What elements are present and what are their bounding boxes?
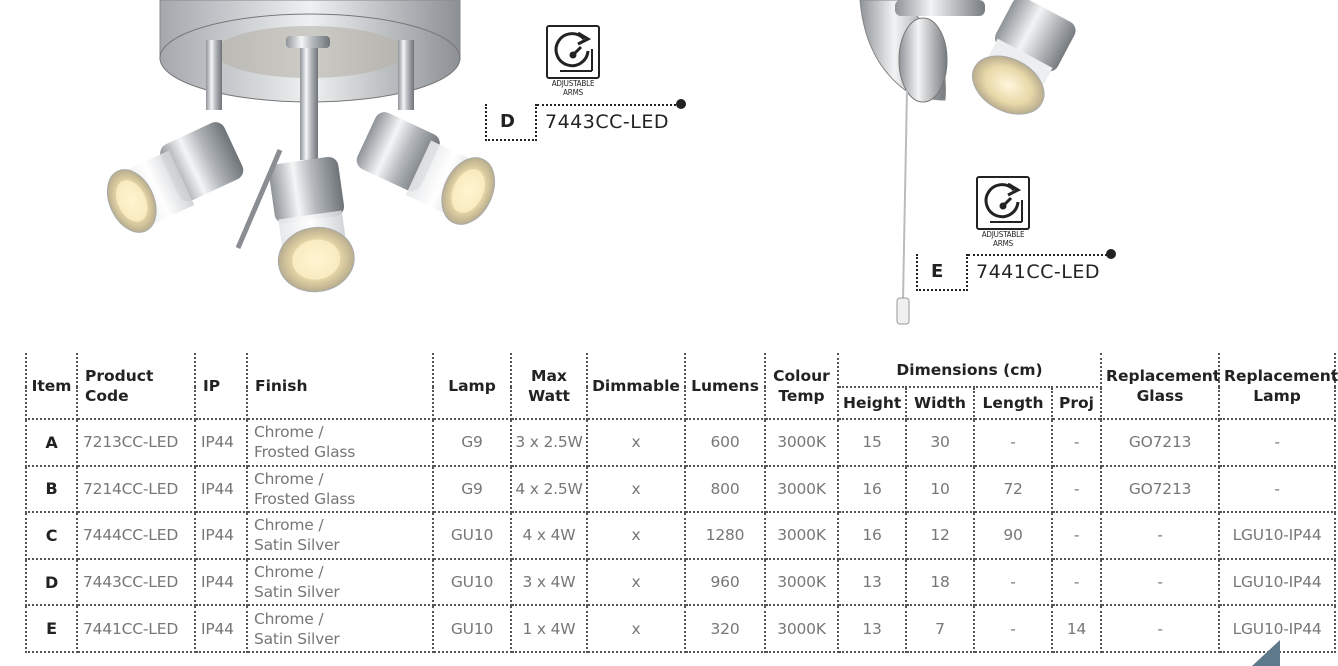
cell-lamp: GU10 [433,605,511,652]
cell-height: 13 [838,559,906,606]
badge-adjustable-arms-e [972,176,1034,248]
cell-finish: Chrome / Satin Silver [247,512,433,559]
cell-height: 13 [838,605,906,652]
callout-dot [676,99,686,109]
cell-lamp: G9 [433,419,511,466]
cell-dimmable: x [587,419,685,466]
corner-page-tab [1252,640,1280,666]
spec-table [25,353,1336,653]
callout-product-code: 7443CC-LED [545,111,669,133]
cell-colour-temp: 3000K [765,419,838,466]
cell-item: B [26,466,77,513]
cell-replacement-lamp: LGU10-IP44 [1219,512,1335,559]
table-row [26,559,1335,606]
cell-item: A [26,419,77,466]
table-row [26,512,1335,559]
cell-replacement-glass: - [1101,559,1219,606]
cell-replacement-glass: - [1101,605,1219,652]
adjustable-arms-icon [546,25,600,79]
header-dimmable: Dimmable [587,353,685,419]
header-item: Item [26,353,77,419]
callout-dot [1106,249,1116,259]
cell-product-code: 7214CC-LED [77,466,195,513]
cell-replacement-lamp: LGU10-IP44 [1219,559,1335,606]
cell-product-code: 7443CC-LED [77,559,195,606]
callout-product-code: 7441CC-LED [976,261,1100,283]
header-lumens: Lumens [685,353,765,419]
header-width: Width [906,387,974,419]
cell-dimmable: x [587,559,685,606]
cell-max-watt: 4 x 4W [511,512,587,559]
callout-letter: E [931,261,944,282]
cell-length: 72 [974,466,1052,513]
cell-height: 16 [838,466,906,513]
cell-width: 10 [906,466,974,513]
cell-item: E [26,605,77,652]
header-dimensions: Dimensions (cm) [838,353,1101,387]
header-max-watt: Max Watt [511,353,587,419]
cell-ip: IP44 [195,419,247,466]
callout-letter: D [500,111,515,132]
cell-proj: - [1052,559,1101,606]
header-length: Length [974,387,1052,419]
cell-length: - [974,559,1052,606]
cell-ip: IP44 [195,466,247,513]
cell-replacement-glass: - [1101,512,1219,559]
cell-colour-temp: 3000K [765,559,838,606]
cell-replacement-glass: GO7213 [1101,466,1219,513]
cell-product-code: 7444CC-LED [77,512,195,559]
cell-finish: Chrome / Satin Silver [247,559,433,606]
cell-height: 16 [838,512,906,559]
cell-proj: - [1052,466,1101,513]
badge-caption-line-2: ARMS [993,239,1013,248]
cell-length: 90 [974,512,1052,559]
cell-length: - [974,419,1052,466]
cell-lamp: GU10 [433,559,511,606]
header-proj: Proj [1052,387,1101,419]
header-ip: IP [195,353,247,419]
product-photo-d [110,0,510,305]
badge-caption-line-2: ARMS [563,88,583,97]
cell-lamp: G9 [433,466,511,513]
cell-width: 7 [906,605,974,652]
cell-width: 18 [906,559,974,606]
table-row [26,605,1335,652]
cell-colour-temp: 3000K [765,466,838,513]
cell-width: 12 [906,512,974,559]
cell-proj: - [1052,419,1101,466]
cell-lumens: 600 [685,419,765,466]
cell-max-watt: 4 x 2.5W [511,466,587,513]
table-row [26,419,1335,466]
header-lamp: Lamp [433,353,511,419]
header-replacement-glass: Replacement Glass [1101,353,1219,419]
cell-item: D [26,559,77,606]
cell-finish: Chrome / Frosted Glass [247,419,433,466]
cell-product-code: 7213CC-LED [77,419,195,466]
cell-lamp: GU10 [433,512,511,559]
badge-caption-line-1: ADJUSTABLE [981,230,1025,239]
header-replacement-lamp: Replacement Lamp [1219,353,1335,419]
cell-item: C [26,512,77,559]
cell-lumens: 320 [685,605,765,652]
cell-ip: IP44 [195,512,247,559]
cell-replacement-lamp: - [1219,419,1335,466]
table-row [26,466,1335,513]
callout-leader-line [537,104,680,106]
cell-colour-temp: 3000K [765,605,838,652]
callout-product-d [485,104,685,144]
cell-lumens: 800 [685,466,765,513]
badge-caption-line-1: ADJUSTABLE [551,79,595,88]
cell-ip: IP44 [195,559,247,606]
cell-replacement-lamp: - [1219,466,1335,513]
cell-proj: 14 [1052,605,1101,652]
cell-proj: - [1052,512,1101,559]
callout-product-e [916,254,1116,294]
cell-width: 30 [906,419,974,466]
cell-finish: Chrome / Frosted Glass [247,466,433,513]
cell-lumens: 960 [685,559,765,606]
cell-lumens: 1280 [685,512,765,559]
cell-height: 15 [838,419,906,466]
header-finish: Finish [247,353,433,419]
cell-max-watt: 3 x 4W [511,559,587,606]
header-colour-temp: Colour Temp [765,353,838,419]
cell-max-watt: 3 x 2.5W [511,419,587,466]
table-header-row [26,353,1335,387]
header-product-code: Product Code [77,353,195,419]
cell-max-watt: 1 x 4W [511,605,587,652]
cell-dimmable: x [587,605,685,652]
cell-dimmable: x [587,466,685,513]
cell-finish: Chrome / Satin Silver [247,605,433,652]
cell-product-code: 7441CC-LED [77,605,195,652]
cell-length: - [974,605,1052,652]
adjustable-arms-icon [976,176,1030,230]
cell-ip: IP44 [195,605,247,652]
header-height: Height [838,387,906,419]
cell-dimmable: x [587,512,685,559]
callout-leader-line [968,254,1111,256]
badge-adjustable-arms-d [542,25,604,97]
cell-replacement-lamp: LGU10-IP44 [1219,605,1335,652]
cell-replacement-glass: GO7213 [1101,419,1219,466]
cell-colour-temp: 3000K [765,512,838,559]
